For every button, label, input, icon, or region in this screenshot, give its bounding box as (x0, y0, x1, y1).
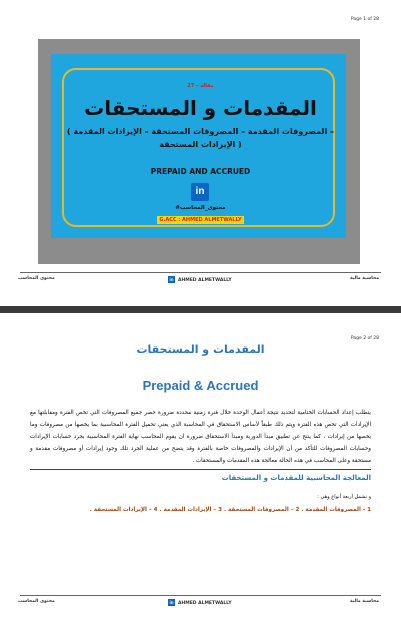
article-number-tag: 27 – مقالة (187, 83, 214, 89)
page-title-arabic: المقدمات و المستحقات (136, 343, 265, 356)
footer-author-name: AHMED ALMETWALLY (178, 278, 232, 283)
linkedin-icon[interactable]: in (191, 183, 209, 201)
footer-divider (20, 595, 381, 596)
section-heading: المعالجة المحاسبية للمقدمات و المستحقات (221, 474, 371, 482)
linkedin-icon: in (169, 600, 174, 605)
footer-author-name: AHMED ALMETWALLY (178, 601, 232, 606)
types-list: 1 - المصروفات المقدمة . 2 – المصروفات المستحقة . 3 – الإيرادات المقدمة . 4 – الإيرادات المستحقة . (89, 507, 371, 513)
page-title-english: Prepaid & Accrued (142, 378, 259, 393)
author-banner: G.ACC : AHMED ALMETWALLY (157, 216, 244, 224)
document-page-1 (0, 0, 401, 306)
document-page-2 (0, 313, 401, 625)
footer-divider (20, 272, 381, 273)
types-intro: و تشمل أربعة أنواع وهي : (317, 494, 371, 500)
footer-right-text: محاسبة مالية (349, 599, 379, 604)
section-divider (30, 469, 371, 470)
footer-right-text: محاسبة مالية (349, 276, 379, 281)
body-paragraph: يتطلب إعداد الحسابات الختامية لتحديد نتيجة أعمال الوحدة خلال فترة زمنية محددة ضرورة حصر جميع المصروفات التي تخص الفترة ومقابلتها مع الإيرادات التي تخص هذه الفترة ويتم ذلك طبقاً لأساس الاستحقاق في المحاسبة الذي يعني تحميل الفترة المحاسبية بما يخصها من مصروفات وما يخصها من إيرادات ، كما ينتج عن تطبيق مبدأ الدورية ومبدأ الاستحقاق ضرورة ان يقوم المحاسب نهاية الفترة المحاسبية بجرد حسابات الإيرادات وحسابات المصروفات للتأكد من أن الإيرادات والمصروفات خاصة بالفترة وقد يتضح من عملية الجرد تلك وجود إيرادات أو مصروفات مقدمة و مستحقة وعلى المحاسب في هذه الحالة معالجة هذه المقدمات والمستحقات . (30, 410, 371, 464)
page-number: Page 1 of 28 (350, 17, 379, 22)
footer-center (168, 599, 232, 606)
cover-subtitle-line-2: الإيرادات المستحقة ) (159, 140, 242, 149)
footer-left-text: محتوى المحاسب (18, 276, 55, 281)
cover-title: المقدمات و المستحقات (84, 96, 317, 120)
hashtag-label: #محتوى_المحاسب (175, 205, 226, 211)
cover-subtitle-line-1: ( المصروفات المقدمة – المصروفات المستحقة – الإيرادات المقدمة – (67, 127, 334, 136)
footer-center (168, 276, 232, 283)
linkedin-icon: in (169, 277, 174, 282)
footer-left-text: محتوى المحاسب (18, 599, 55, 604)
cover-english-title: PREPAID AND ACCRUED (150, 167, 251, 176)
page-number: Page 2 of 28 (350, 336, 379, 341)
